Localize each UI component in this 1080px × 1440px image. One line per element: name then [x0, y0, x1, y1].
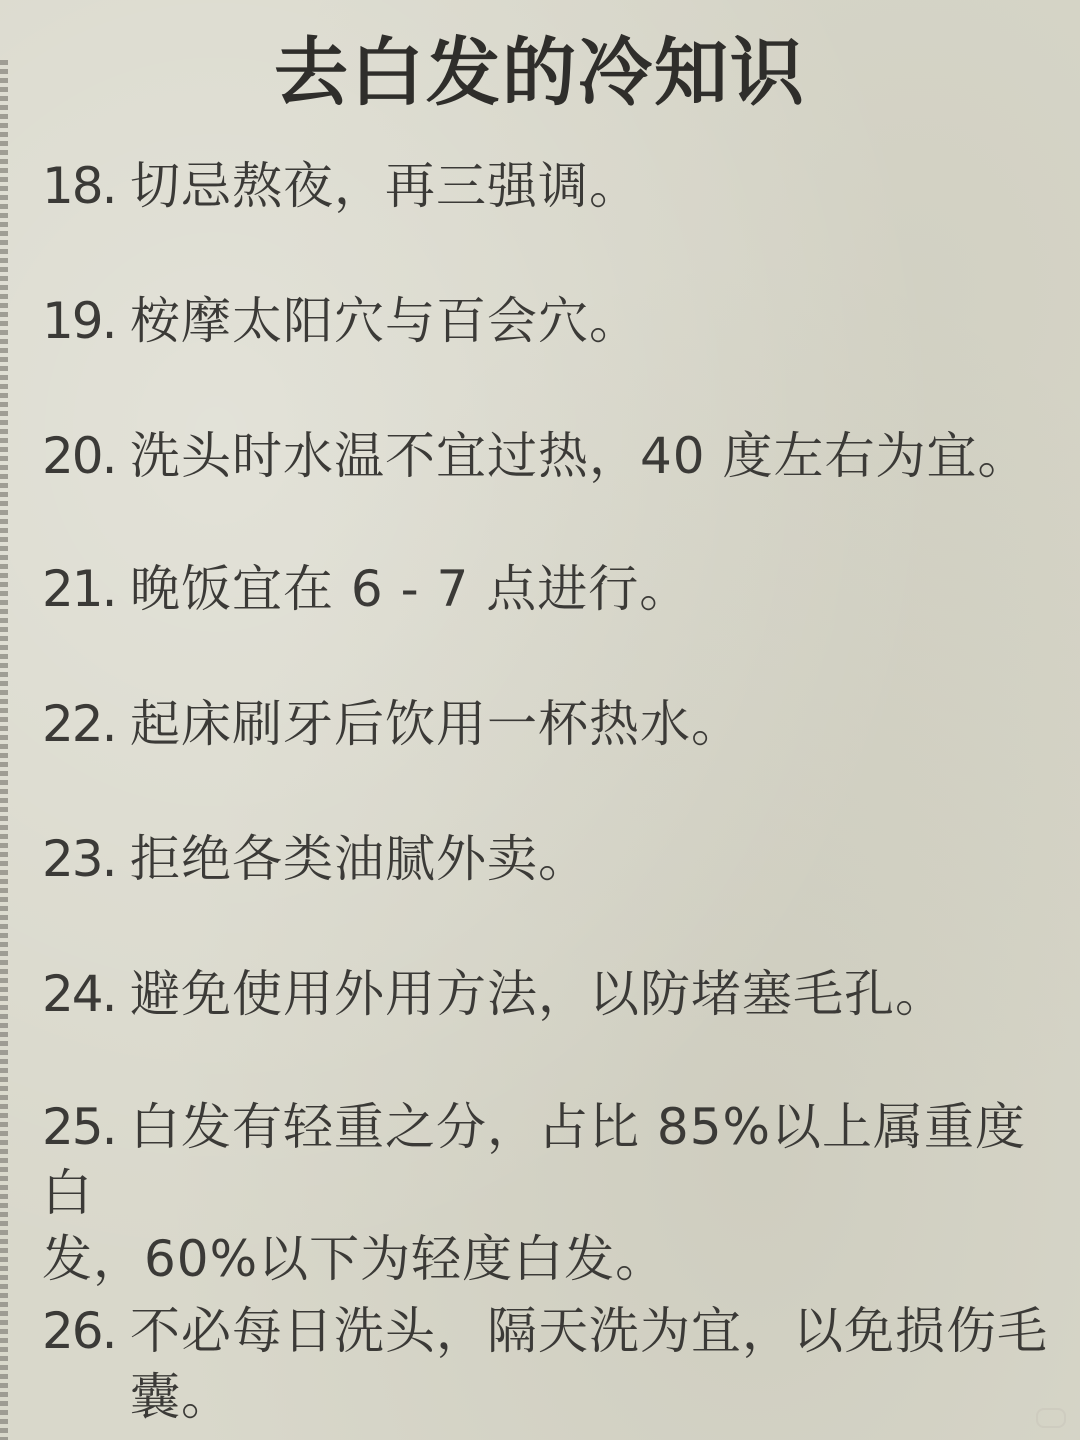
list-item	[42, 1094, 1062, 1292]
item-text: 白发有轻重之分，占比 85%以上属重度白	[42, 1098, 1027, 1222]
item-number: 18.	[42, 157, 116, 215]
item-number: 20.	[42, 427, 116, 485]
item-number: 22.	[42, 695, 116, 753]
item-number: 23.	[42, 830, 116, 888]
item-text: 拒绝各类油腻外卖。	[130, 830, 589, 888]
list-item	[42, 556, 1062, 622]
item-text: 洗头时水温不宜过热，40 度左右为宜。	[130, 427, 1029, 485]
item-text: 不必每日洗头，隔天洗为宜，以免损伤毛	[130, 1302, 1048, 1360]
item-text-continuation: 发，60%以下为轻度白发。	[42, 1230, 667, 1288]
list-item	[42, 288, 1062, 354]
list-item	[42, 1298, 1062, 1430]
item-number: 21.	[42, 560, 116, 618]
item-text: 避免使用外用方法，以防堵塞毛孔。	[130, 965, 946, 1023]
list-item	[42, 691, 1062, 757]
item-number: 25.	[42, 1098, 116, 1156]
item-number: 26.	[42, 1302, 116, 1360]
list-item	[42, 826, 1062, 892]
page-title: 去白发的冷知识	[274, 30, 806, 116]
list-item	[42, 153, 1062, 219]
list-item	[42, 961, 1062, 1027]
item-text: 起床刷牙后饮用一杯热水。	[130, 695, 742, 753]
list-item	[42, 423, 1062, 489]
item-text: 桉摩太阳穴与百会穴。	[130, 292, 640, 350]
item-text: 切忌熬夜，再三强调。	[130, 157, 640, 215]
item-text: 晚饭宜在 6 - 7 点进行。	[130, 560, 691, 618]
item-number: 24.	[42, 965, 116, 1023]
watermark-icon	[1036, 1408, 1066, 1428]
item-text-continuation: 囊。	[130, 1368, 232, 1426]
item-number: 19.	[42, 292, 116, 350]
